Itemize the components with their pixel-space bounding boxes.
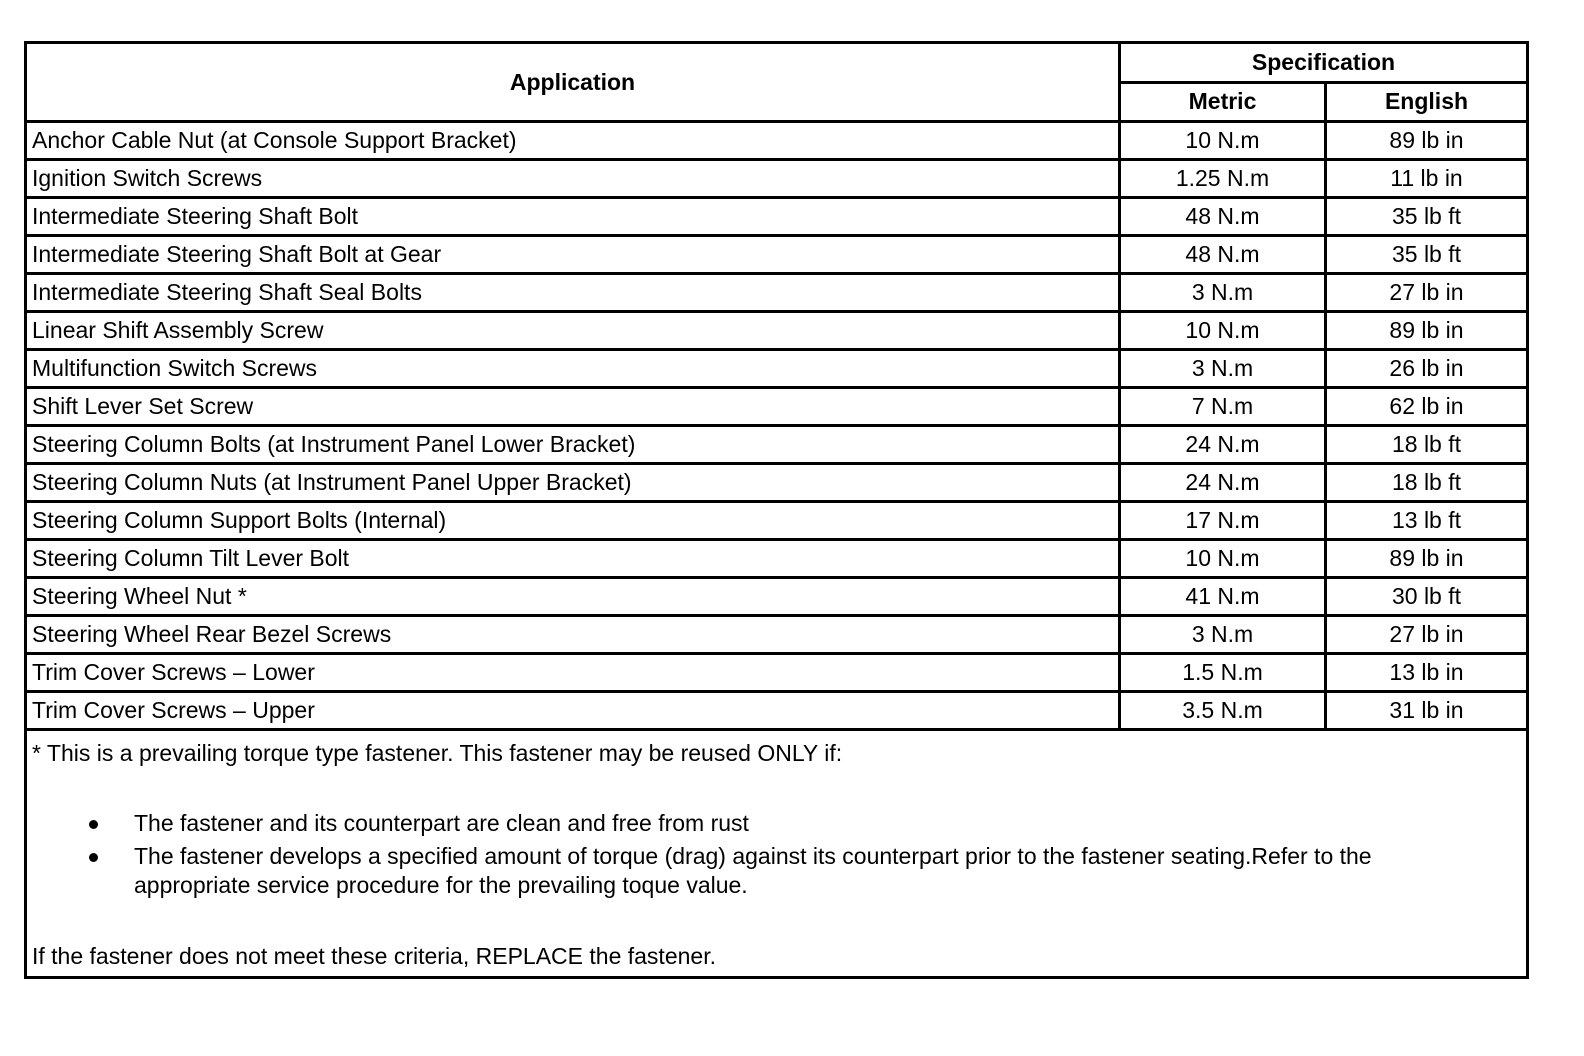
specification-header: Specification — [1120, 43, 1528, 83]
application-cell: Anchor Cable Nut (at Console Support Bracket) — [26, 122, 1120, 160]
metric-cell: 1.25 N.m — [1120, 160, 1326, 198]
english-cell: 35 lb ft — [1326, 236, 1528, 274]
note-closing: If the fastener does not meet these criteria, REPLACE the fastener. — [32, 943, 716, 969]
spec-rows — [26, 122, 1528, 730]
metric-cell: 1.5 N.m — [1120, 654, 1326, 692]
application-cell: Steering Column Support Bolts (Internal) — [26, 502, 1120, 540]
note-bullet: The fastener develops a specified amount of torque (drag) against its counterpart prior to the fastener seating.Refer to the appropriate service procedure for the prevailing toque value. — [134, 842, 1521, 900]
application-cell: Steering Column Bolts (at Instrument Panel Lower Bracket) — [26, 426, 1120, 464]
english-header: English — [1326, 82, 1528, 122]
metric-cell: 3 N.m — [1120, 350, 1326, 388]
english-cell: 89 lb in — [1326, 312, 1528, 350]
table-row — [26, 122, 1528, 160]
application-cell: Intermediate Steering Shaft Bolt — [26, 198, 1120, 236]
table-row — [26, 312, 1528, 350]
english-cell: 27 lb in — [1326, 274, 1528, 312]
application-cell: Steering Column Nuts (at Instrument Panel Upper Bracket) — [26, 464, 1120, 502]
english-cell: 13 lb ft — [1326, 502, 1528, 540]
table-row — [26, 540, 1528, 578]
application-cell: Steering Wheel Rear Bezel Screws — [26, 616, 1120, 654]
application-cell: Intermediate Steering Shaft Seal Bolts — [26, 274, 1120, 312]
table-row — [26, 350, 1528, 388]
metric-header: Metric — [1120, 82, 1326, 122]
table-row — [26, 198, 1528, 236]
english-cell: 31 lb in — [1326, 692, 1528, 730]
english-cell: 62 lb in — [1326, 388, 1528, 426]
application-cell: Shift Lever Set Screw — [26, 388, 1120, 426]
application-cell: Steering Wheel Nut * — [26, 578, 1120, 616]
table-row — [26, 236, 1528, 274]
metric-cell: 24 N.m — [1120, 426, 1326, 464]
table-row — [26, 160, 1528, 198]
note-bullet-list — [32, 809, 1521, 900]
english-cell: 30 lb ft — [1326, 578, 1528, 616]
table-row — [26, 654, 1528, 692]
table-row — [26, 464, 1528, 502]
english-cell: 26 lb in — [1326, 350, 1528, 388]
fastener-note — [26, 730, 1528, 978]
english-cell: 13 lb in — [1326, 654, 1528, 692]
metric-cell: 48 N.m — [1120, 236, 1326, 274]
table-row — [26, 502, 1528, 540]
metric-cell: 10 N.m — [1120, 312, 1326, 350]
table-row — [26, 692, 1528, 730]
application-cell: Intermediate Steering Shaft Bolt at Gear — [26, 236, 1120, 274]
metric-cell: 41 N.m — [1120, 578, 1326, 616]
metric-cell: 10 N.m — [1120, 122, 1326, 160]
application-cell: Steering Column Tilt Lever Bolt — [26, 540, 1120, 578]
english-cell: 11 lb in — [1326, 160, 1528, 198]
metric-cell: 48 N.m — [1120, 198, 1326, 236]
english-cell: 89 lb in — [1326, 540, 1528, 578]
application-cell: Linear Shift Assembly Screw — [26, 312, 1120, 350]
table-row — [26, 578, 1528, 616]
metric-cell: 10 N.m — [1120, 540, 1326, 578]
metric-cell: 3.5 N.m — [1120, 692, 1326, 730]
english-cell: 18 lb ft — [1326, 464, 1528, 502]
application-cell: Trim Cover Screws – Lower — [26, 654, 1120, 692]
note-intro: * This is a prevailing torque type fastener. This fastener may be reused ONLY if: — [32, 740, 843, 766]
table-row — [26, 388, 1528, 426]
note-bullet: The fastener and its counterpart are clean and free from rust — [134, 809, 1521, 838]
metric-cell: 3 N.m — [1120, 616, 1326, 654]
metric-cell: 17 N.m — [1120, 502, 1326, 540]
table-row — [26, 274, 1528, 312]
metric-cell: 24 N.m — [1120, 464, 1326, 502]
metric-cell: 7 N.m — [1120, 388, 1326, 426]
application-cell: Ignition Switch Screws — [26, 160, 1120, 198]
english-cell: 27 lb in — [1326, 616, 1528, 654]
table-row — [26, 426, 1528, 464]
metric-cell: 3 N.m — [1120, 274, 1326, 312]
torque-spec-table — [24, 41, 1529, 979]
english-cell: 89 lb in — [1326, 122, 1528, 160]
application-cell: Trim Cover Screws – Upper — [26, 692, 1120, 730]
application-cell: Multifunction Switch Screws — [26, 350, 1120, 388]
application-header: Application — [26, 43, 1120, 122]
english-cell: 35 lb ft — [1326, 198, 1528, 236]
table-row — [26, 616, 1528, 654]
english-cell: 18 lb ft — [1326, 426, 1528, 464]
